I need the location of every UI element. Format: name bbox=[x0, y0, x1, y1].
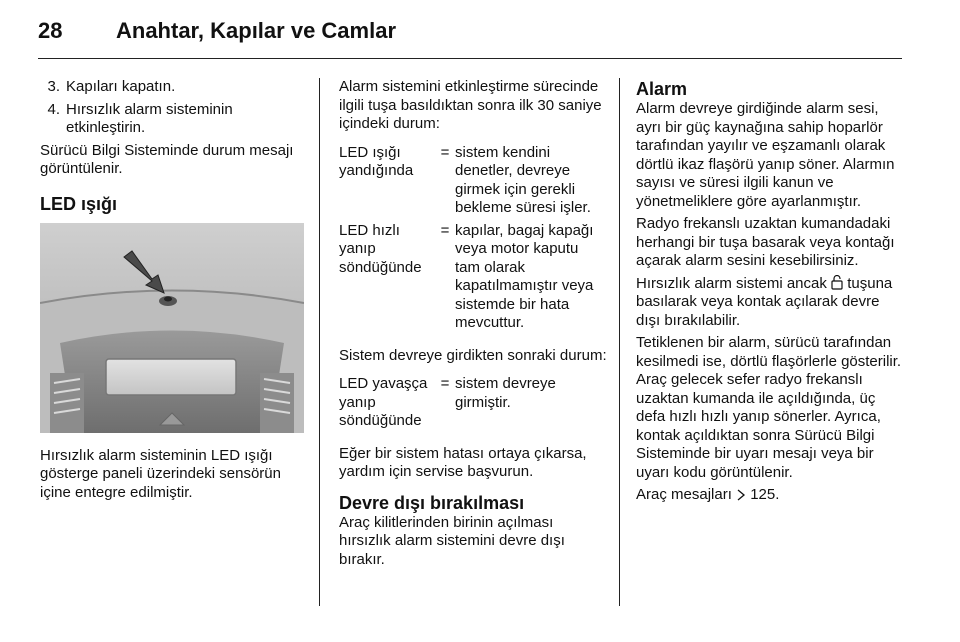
after-text: Sistem devreye girdikten sonraki durum: bbox=[339, 346, 607, 364]
equals-sign: = bbox=[440, 221, 450, 239]
column-1 bbox=[40, 78, 306, 506]
column-divider-1 bbox=[319, 78, 320, 606]
unlock-icon bbox=[831, 275, 843, 290]
alarm-heading: Alarm bbox=[636, 79, 688, 99]
dashboard-led-photo bbox=[40, 223, 304, 433]
status-description: sistem devreye girmiştir. bbox=[455, 375, 556, 411]
page-ref-icon bbox=[736, 489, 746, 501]
page-number: 28 bbox=[38, 18, 63, 43]
equals-sign: = bbox=[440, 375, 450, 392]
page-header bbox=[38, 18, 396, 48]
status-label: LED yavaşça yanıp söndüğünde bbox=[339, 375, 428, 429]
status-description: kapılar, bagaj kapağı veya motor kaputu tam olarak kapatılmamıştır veya sistemde bir hata mevcuttur. bbox=[455, 221, 594, 331]
equals-sign: = bbox=[440, 143, 450, 161]
step-number: 3. bbox=[47, 78, 60, 95]
step-item bbox=[40, 78, 306, 97]
disable-text: Araç kilitlerinden birinin açılması hırsızlık alarm sistemini devre dışı bırakır. bbox=[339, 513, 565, 568]
error-text: Eğer bir sistem hatası ortaya çıkarsa, yardım için servise başvurun. bbox=[339, 444, 587, 480]
remote-paragraph: Radyo frekanslı uzaktan kumandadaki herhangi bir tuşa basarak veya kontağı açarak alarm sesini kesebilirsiniz. bbox=[636, 215, 895, 269]
step-text: Hırsızlık alarm sisteminin etkinleştirin. bbox=[66, 100, 233, 136]
header-rule bbox=[38, 58, 902, 59]
column-2 bbox=[339, 78, 607, 573]
messages-reference: Araç mesajları 125. bbox=[636, 486, 780, 503]
status-row bbox=[339, 375, 607, 431]
step-text: Kapıları kapatın. bbox=[66, 78, 176, 95]
column-3 bbox=[636, 78, 906, 509]
status-row bbox=[339, 222, 607, 333]
intro-text: Alarm sistemini etkinleştirme sürecinde ilgili tuşa basıldıktan sonra ilk 30 saniye içindeki durum: bbox=[339, 78, 602, 132]
unlock-paragraph: Hırsızlık alarm sistemi ancak tuşuna basılarak veya kontak açılarak devre dışı bırakılabilir. bbox=[636, 274, 893, 329]
triggered-paragraph: Tetiklenen bir alarm, sürücü tarafından kesilmedi ise, dörtlü flaşörlerle gösterilir. Araç gelecek sefer radyo frekanslı uzaktan kumanda ile açıldığında, üç defa hızlı hızlı yanıp sönerler. Ayrıca, kontak açıldıktan sonra Sürücü Bilgi Sisteminde bir uyarı mesajı veya bir uyarı kodu görüntülenir. bbox=[636, 334, 902, 481]
led-heading: LED ışığı bbox=[40, 193, 118, 214]
status-label: LED hızlı yanıp söndüğünde bbox=[339, 221, 422, 276]
page-ref-link[interactable]: 125. bbox=[750, 486, 780, 503]
status-row bbox=[339, 144, 607, 218]
column-divider-2 bbox=[619, 78, 620, 606]
page-title: Anahtar, Kapılar ve Camlar bbox=[116, 18, 397, 43]
step-number: 4. bbox=[47, 100, 60, 118]
status-description: sistem kendini denetler, devreye girmek için gerekli bekleme süresi işler. bbox=[455, 143, 591, 216]
photo-caption: Hırsızlık alarm sisteminin LED ışığı gösterge paneli üzerindeki sensörün içine entegre edilmiştir. bbox=[40, 446, 281, 501]
alarm-paragraph: Alarm devreye girdiğinde alarm sesi, ayrı bir güç kaynağına sahip hoparlör tarafından yayılır ve eşzamanlı olarak dörtlü ikaz flaşörü yanıp söner. Alarmın sayısı ve süresi ilgili kanun ve yönetmeliklere göre ayarlanmıştır. bbox=[636, 100, 895, 210]
step-item bbox=[40, 101, 306, 138]
status-label: LED ışığı yandığında bbox=[339, 143, 414, 179]
disable-heading: Devre dışı bırakılması bbox=[339, 492, 525, 513]
status-text: Sürücü Bilgi Sisteminde durum mesajı görüntülenir. bbox=[40, 141, 294, 177]
